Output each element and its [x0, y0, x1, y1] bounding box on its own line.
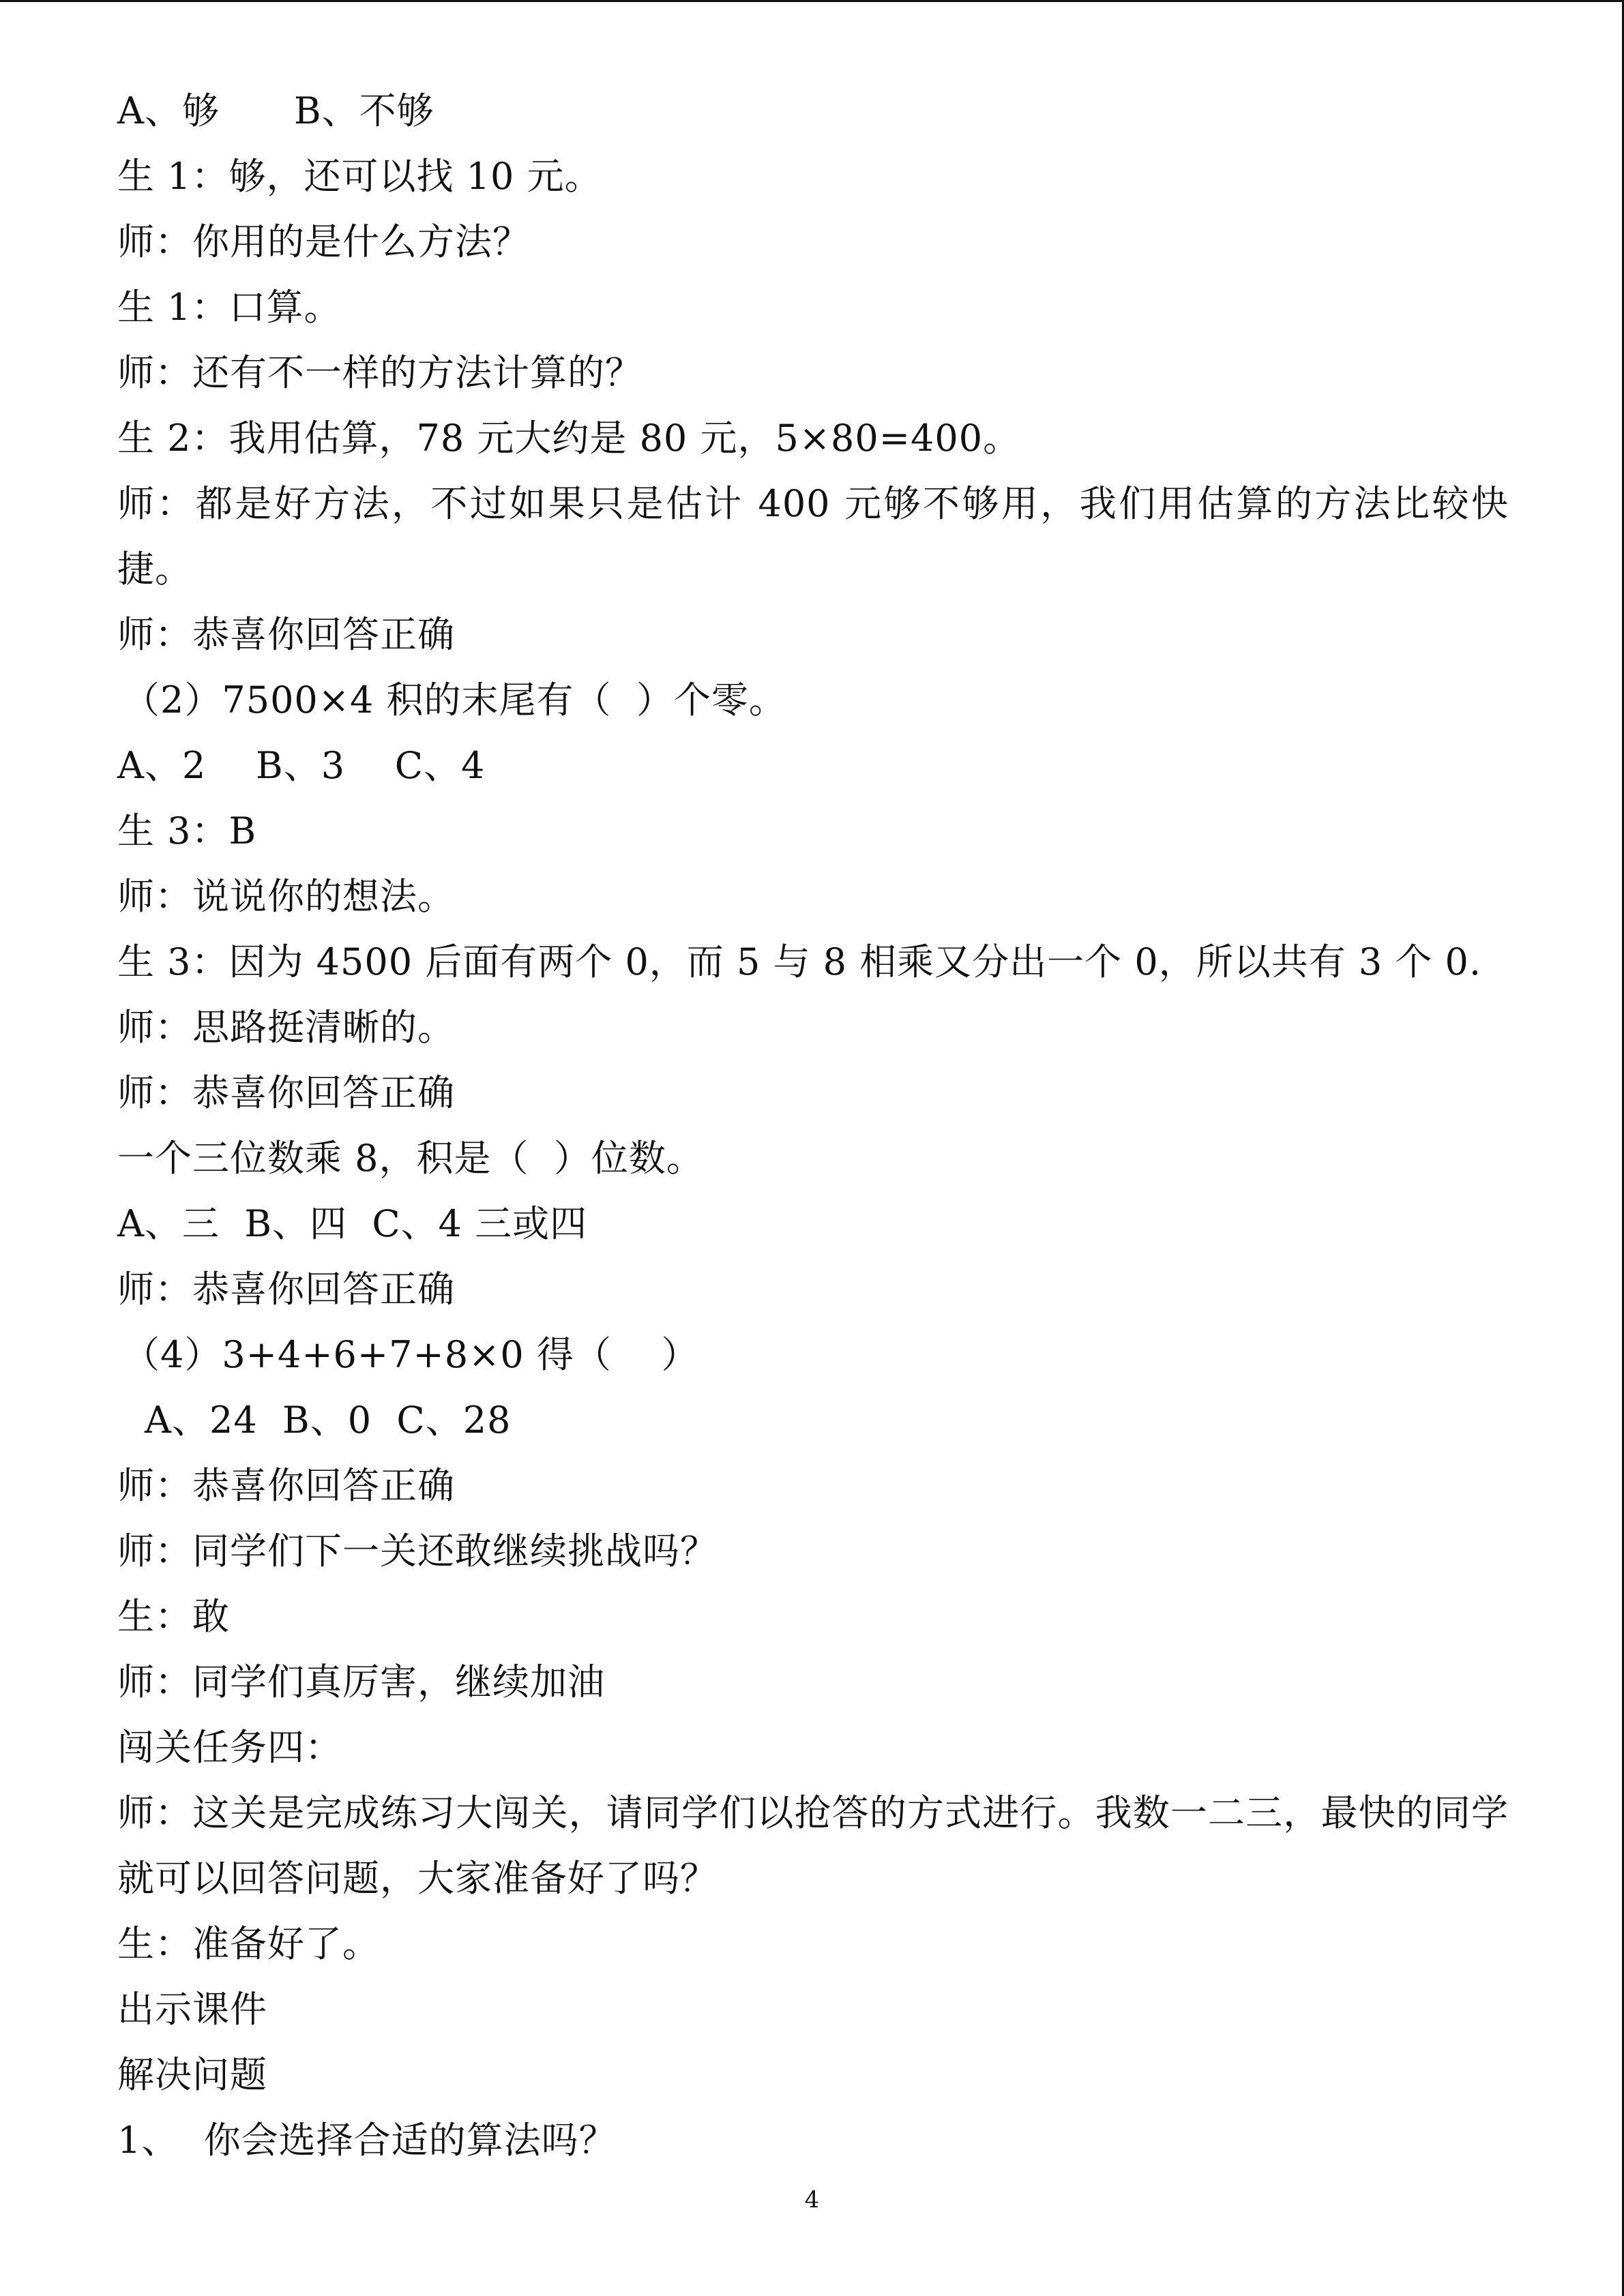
text-line: 师：恭喜你回答正确 — [117, 1268, 455, 1311]
text-line: 出示课件 — [117, 1988, 267, 2031]
options-line: A、24 B、0 C、28 — [145, 1399, 512, 1442]
text-line: 生 2：我用估算，78 元大约是 80 元，5×80=400。 — [117, 417, 1021, 460]
text-line: 师：恭喜你回答正确 — [117, 1071, 455, 1114]
text-line: 师：思路挺清晰的。 — [117, 1006, 455, 1049]
text-line: 生：敢 — [117, 1595, 230, 1638]
text-paragraph: 师：都是好方法，不过如果只是估计 400 元够不够用，我们用估算的方法比较快捷。 — [117, 482, 1509, 591]
text-line: 师：恭喜你回答正确 — [117, 1464, 455, 1507]
text-line: 师：还有不一样的方法计算的？ — [117, 351, 643, 394]
question-line: 一个三位数乘 8，积是（ ）位数。 — [117, 1137, 704, 1180]
text-line: 师：恭喜你回答正确 — [117, 613, 455, 656]
text-line: 师：说说你的想法。 — [117, 875, 455, 918]
document-body — [117, 78, 1509, 2173]
section-heading: 解决问题 — [117, 2053, 267, 2096]
text-line: 生：准备好了。 — [117, 1922, 380, 1965]
options-line: A、三 B、四 C、4 三或四 — [117, 1202, 588, 1245]
text-line: 师：同学们真厉害，继续加油 — [117, 1660, 605, 1703]
section-heading: 闯关任务四： — [117, 1726, 342, 1769]
text-line: 生 3：B — [117, 809, 257, 852]
text-line: 师：同学们下一关还敢继续挑战吗？ — [117, 1530, 718, 1572]
page-number: 4 — [804, 2186, 820, 2213]
question-line: 1、 你会选择合适的算法吗？ — [117, 2119, 617, 2162]
text-line: 生 1：够，还可以找 10 元。 — [117, 155, 602, 198]
page-top-border — [0, 0, 1624, 2]
question-line: （2）7500×4 积的末尾有（ ）个零。 — [123, 679, 786, 721]
text-paragraph: 师：这关是完成练习大闯关，请同学们以抢答的方式进行。我数一二三，最快的同学就可以回答问题，大家准备好了吗？ — [117, 1791, 1509, 1900]
options-line: A、2 B、3 C、4 — [117, 744, 486, 787]
text-line: A、够 B、不够 — [117, 89, 434, 132]
text-line: 生 3：因为 4500 后面有两个 0，而 5 与 8 相乘又分出一个 0，所以共有 3 个 0. — [117, 940, 1482, 983]
question-line: （4）3+4+6+7+8×0 得（ ） — [123, 1333, 699, 1376]
text-line: 师：你用的是什么方法？ — [117, 220, 530, 263]
text-line: 生 1：口算。 — [117, 286, 342, 329]
